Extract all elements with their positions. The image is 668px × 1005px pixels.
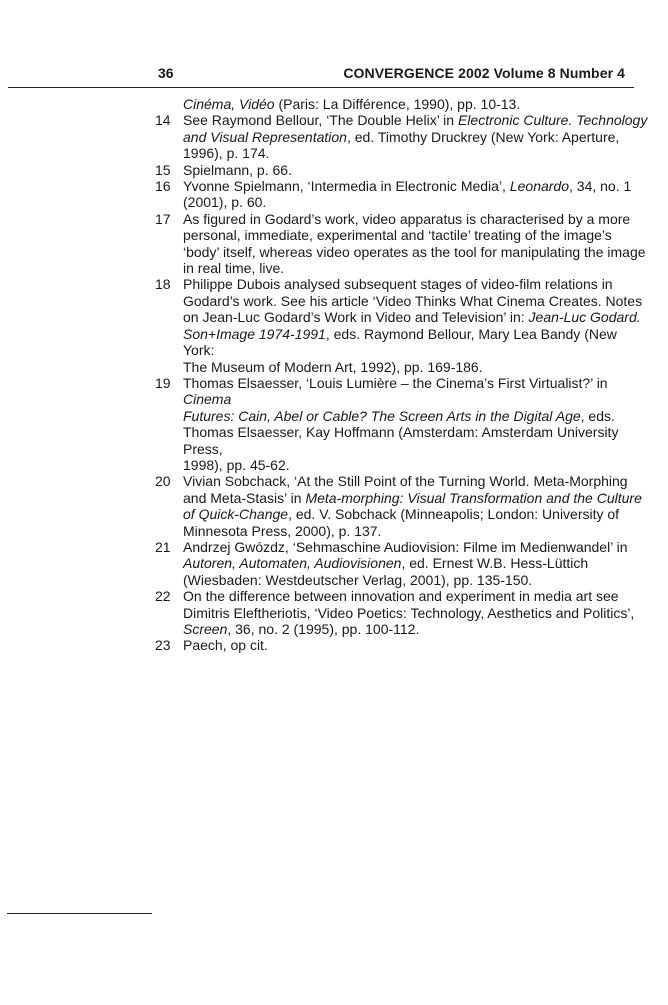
endnote-text: See Raymond Bellour, ‘The Double Helix’ in Electronic Culture. Technology and Visual Representation, ed. Timothy Druckrey (New York: Aperture, 1996), p. 174.	[183, 112, 648, 162]
endnote-number: 15	[155, 161, 171, 178]
endnote-number: 16	[155, 178, 171, 195]
endnote-number: 17	[155, 210, 171, 227]
endnote-text: Cinéma, Vidéo (Paris: La Différence, 1990), pp. 10-13.	[183, 96, 521, 112]
endnote-number: 23	[155, 637, 171, 654]
endnote	[150, 637, 650, 653]
running-head	[145, 65, 625, 85]
endnote	[150, 588, 650, 637]
endnote-text: Yvonne Spielmann, ‘Intermedia in Electronic Media’, Leonardo, 34, no. 1 (2001), p. 60.	[183, 178, 632, 211]
endnote	[150, 96, 650, 112]
endnote	[150, 112, 650, 161]
endnote-text: Paech, op cit.	[183, 637, 268, 654]
journal-title: CONVERGENCE 2002 Volume 8 Number 4	[343, 65, 625, 81]
endnote-number: 20	[155, 473, 171, 490]
page-number: 36	[158, 65, 174, 81]
endnote-number: 21	[155, 538, 171, 555]
endnote-text: Vivian Sobchack, ‘At the Still Point of the Turning World. Meta-Morphing and Meta-Stasis’ in Meta-morphing: Visual Transformation and the Culture of Quick-Change, ed. V. Sobchack (Minneapolis; London: University of Minnesota Press, 2000), p. 137.	[183, 473, 642, 539]
endnote-number: 19	[155, 374, 171, 391]
endnote	[150, 162, 650, 178]
endnote	[150, 211, 650, 277]
header-rule	[8, 87, 634, 88]
footnote-rule	[7, 913, 152, 914]
endnote	[150, 375, 650, 473]
endnotes-list	[150, 96, 650, 654]
endnote-number: 14	[155, 112, 171, 129]
endnote	[150, 473, 650, 539]
endnote-text: Thomas Elsaesser, ‘Louis Lumière – the Cinema’s First Virtualist?’ in Cinema Futures: Cain, Abel or Cable? The Screen Arts in the Digital Age, eds. Thomas Elsaesser, Kay Hoffmann (Amsterdam: Amsterdam University Press, 1998), pp. 45-62.	[183, 374, 619, 473]
endnote-text: Spielmann, p. 66.	[183, 161, 292, 178]
endnote	[150, 178, 650, 211]
endnote-text: On the difference between innovation and experiment in media art see Dimitris Eleftheriotis, ‘Video Poetics: Technology, Aesthetics and Politics’, Screen, 36, no. 2 (1995), pp. 100-112.	[183, 588, 635, 637]
endnote-text: Andrzej Gwózdz, ‘Sehmaschine Audiovision: Filme im Medienwandel’ in Autoren, Automaten, Audiovisionen, ed. Ernest W.B. Hess-Lüttich (Wiesbaden: Westdeutscher Verlag, 2001), pp. 135-150.	[183, 538, 628, 588]
endnote-text: As figured in Godard’s work, video apparatus is characterised by a more personal, immediate, experimental and ‘tactile’ treating of the image’s ‘body’ itself, whereas video operates as the tool for manipulating the image in real time, live.	[183, 210, 646, 277]
endnote	[150, 539, 650, 588]
endnote	[150, 276, 650, 374]
endnote-number: 18	[155, 276, 171, 293]
endnote-number: 22	[155, 588, 171, 605]
endnote-text: Philippe Dubois analysed subsequent stages of video-film relations in Godard’s work. See his article ‘Video Thinks What Cinema Creates. Notes on Jean-Luc Godard’s Work in Video and Television’ in: Jean-Luc Godard. Son+Image 1974-1991, eds. Raymond Bellour, Mary Lea Bandy (New York: The Museum of Modern Art, 1992), pp. 169-186.	[183, 276, 643, 375]
